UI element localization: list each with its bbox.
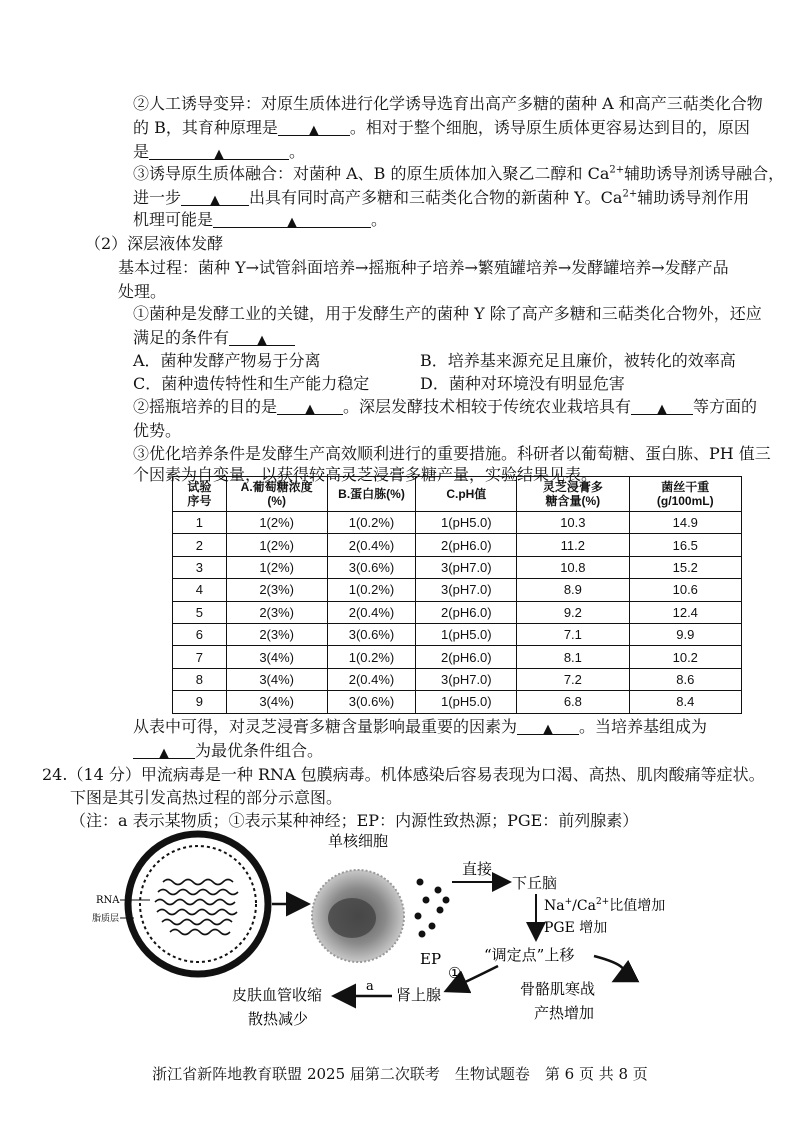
table-cell: 11.2 [517, 534, 629, 556]
q24-note: （注：a 表示某物质；①表示某种神经；EP：内源性致热源；PGE：前列腺素） [70, 811, 639, 830]
ratio-mid: /Ca [572, 898, 596, 914]
option-d[interactable]: D．菌种对环境没有明显危害 [420, 374, 625, 393]
table-row [173, 668, 742, 690]
option-c[interactable]: C．菌种遗传特性和生产能力稳定 [133, 374, 370, 393]
table-cell: 2(pH6.0) [416, 601, 517, 623]
table-cell: 3(4%) [226, 646, 327, 668]
table-cell: 1(2%) [226, 534, 327, 556]
blank-mark: ▲ [159, 746, 169, 761]
table-row [173, 556, 742, 578]
blank-mark: ▲ [308, 123, 319, 138]
table-cell: 14.9 [629, 512, 741, 534]
table-cell: 3(0.6%) [327, 691, 416, 713]
q2-text-line2-post: 。相对于整个细胞，诱导原生质体更容易达到目的，原因 [349, 118, 750, 137]
table-header-cell: 试验 序号 [173, 477, 227, 512]
q3-text-line1-pre: ③诱导原生质体融合：对菌种 A、B 的原生质体加入聚乙二醇和 Ca [133, 164, 610, 183]
blank-mark: ▲ [543, 722, 554, 737]
table-cell: 8.6 [629, 668, 741, 690]
table-cell: 7.1 [517, 623, 629, 645]
table-cell: 5 [173, 601, 227, 623]
table-cell: 2 [173, 534, 227, 556]
arrow-setpoint-to-muscle [594, 956, 624, 980]
table-row [173, 601, 742, 623]
table-row [173, 579, 742, 601]
q2-text-line1: ②人工诱导变异：对原生质体进行化学诱导选育出高产多糖的菌种 A 和高产三萜类化合物 [133, 94, 763, 113]
table-cell: 2(pH6.0) [416, 646, 517, 668]
conclusion-line1-pre: 从表中可得，对灵芝浸膏多糖含量影响最重要的因素为 [133, 717, 518, 736]
table-cell: 1(pH5.0) [416, 623, 517, 645]
table-cell: 3(4%) [226, 668, 327, 690]
table-row [173, 512, 742, 534]
q3-text-line3 [133, 209, 387, 231]
q2-text-line2 [133, 117, 750, 139]
label-nerve: ① [448, 964, 462, 982]
answer-blank[interactable] [133, 740, 195, 759]
table-cell: 1(0.2%) [327, 646, 416, 668]
table-cell: 3(4%) [226, 691, 327, 713]
conclusion-line1 [133, 716, 707, 738]
p2-q1-line2 [133, 327, 295, 349]
option-b[interactable]: B．培养基来源充足且廉价，被转化的效率高 [420, 351, 736, 370]
q3-text-line2-post: 辅助诱导剂作用 [637, 188, 750, 207]
table-header-cell: C.pH值 [416, 477, 517, 512]
q3-text-line2-mid: 出具有同时高产多糖和三萜类化合物的新菌种 Y。Ca [249, 188, 623, 207]
conclusion-line2 [133, 740, 323, 762]
table-cell: 2(3%) [226, 601, 327, 623]
table-cell: 1(0.2%) [327, 579, 416, 601]
answer-blank[interactable] [181, 187, 249, 206]
blank-mark: ▲ [657, 402, 668, 417]
virus-icon [128, 834, 268, 974]
table-cell: 1(2%) [226, 512, 327, 534]
label-pge: PGE 增加 [544, 920, 608, 936]
table-cell: 2(3%) [226, 623, 327, 645]
table-row [173, 646, 742, 668]
label-setpoint: “调定点”上移 [484, 946, 575, 964]
table-cell: 2(3%) [226, 579, 327, 601]
table-cell: 1(2%) [226, 556, 327, 578]
table-cell: 12.4 [629, 601, 741, 623]
p2-q3-line2: 个因素为自变量，以获得较高灵芝浸膏多糖产量，实验结果见表。 [133, 465, 598, 484]
label-hypothalamus: 下丘脑 [512, 874, 558, 892]
table-cell: 6 [173, 623, 227, 645]
table-body [173, 512, 742, 714]
table-cell: 10.8 [517, 556, 629, 578]
p2-q2-line1-pre: ②摇瓶培养的目的是 [133, 397, 278, 416]
answer-blank[interactable] [277, 396, 343, 415]
blank-mark: ▲ [210, 193, 221, 208]
p2-q1-line2-pre: 满足的条件有 [133, 328, 230, 347]
table-cell: 8.9 [517, 579, 629, 601]
option-a[interactable]: A．菌种发酵产物易于分离 [133, 351, 321, 370]
label-skin-2: 散热减少 [248, 1010, 309, 1028]
blank-mark: ▲ [305, 402, 316, 417]
label-monocyte: 单核细胞 [328, 832, 389, 850]
p2-q2-line2: 优势。 [133, 421, 182, 440]
table-cell: 3(0.6%) [327, 556, 416, 578]
table-cell: 3(pH7.0) [416, 668, 517, 690]
p2-q2-line1 [133, 396, 757, 418]
answer-blank[interactable] [517, 716, 579, 735]
q3-text-line2-pre: 进一步 [133, 188, 182, 207]
q24-line2: 下图是其引发高热过程的部分示意图。 [70, 788, 343, 807]
blank-mark: ▲ [287, 215, 298, 230]
table-cell: 8.4 [629, 691, 741, 713]
table-row [173, 623, 742, 645]
fever-diagram [0, 830, 800, 1060]
label-envelope: 脂质层 [92, 914, 120, 924]
answer-blank[interactable] [229, 327, 295, 346]
ca-superscript: 2+ [622, 188, 638, 200]
q2-text-line2-pre: 的 B，其育种原理是 [133, 118, 278, 137]
q24-line1: 24.（14 分）甲流病毒是一种 RNA 包膜病毒。机体感染后容易表现为口渴、高热、肌肉酸痛等症状。 [42, 765, 765, 784]
ratio-pre: Na [544, 898, 565, 914]
table-cell: 9 [173, 691, 227, 713]
conclusion-line1-post: 。当培养基组成为 [579, 717, 708, 736]
ratio-sup2: 2+ [595, 897, 610, 907]
table-cell: 2(pH6.0) [416, 534, 517, 556]
label-direct: 直接 [462, 860, 493, 878]
label-ep: EP [420, 950, 442, 968]
table-cell: 7 [173, 646, 227, 668]
table-cell: 2(0.4%) [327, 534, 416, 556]
label-ratio [544, 897, 665, 914]
table-header-cell: 灵芝浸膏多 糖含量(%) [517, 477, 629, 512]
table-cell: 2(0.4%) [327, 601, 416, 623]
label-adrenal: 肾上腺 [396, 986, 442, 1004]
table-cell: 1(pH5.0) [416, 512, 517, 534]
table-cell: 9.9 [629, 623, 741, 645]
section-heading: （2）深层液体发酵 [85, 234, 224, 253]
p2-q3-line1: ③优化培养条件是发酵生产高效顺利进行的重要措施。科研者以葡萄糖、蛋白胨、PH 值三 [133, 444, 771, 463]
table-cell: 10.6 [629, 579, 741, 601]
ca-superscript: 2+ [609, 164, 625, 176]
conclusion-line2-post: 为最优条件组合。 [195, 741, 324, 760]
table-header-cell: B.蛋白胨(%) [327, 477, 416, 512]
ratio-post: 比值增加 [609, 898, 666, 914]
label-muscle-2: 产热增加 [534, 1004, 595, 1022]
table-cell: 10.2 [629, 646, 741, 668]
label-a: a [366, 979, 374, 994]
monocyte-icon [312, 870, 404, 962]
table-cell: 3(0.6%) [327, 623, 416, 645]
q3-text-line2 [133, 187, 749, 209]
table-cell: 3(pH7.0) [416, 579, 517, 601]
table-cell: 8 [173, 668, 227, 690]
table-cell: 1(pH5.0) [416, 691, 517, 713]
p2-q2-line1-post: 等方面的 [693, 397, 758, 416]
table-header-cell: A.葡萄糖浓度 (%) [226, 477, 327, 512]
page-footer: 浙江省新阵地教育联盟 2025 届第二次联考 生物试题卷 第 6 页 共 8 页 [152, 1065, 648, 1083]
q2-text-line3 [133, 141, 305, 163]
table-cell: 3(pH7.0) [416, 556, 517, 578]
table-row [173, 534, 742, 556]
table-header-cell: 菌丝干重 (g/100mL) [629, 477, 741, 512]
label-muscle-1: 骨骼肌寒战 [520, 980, 596, 998]
q3-text-line1-post: 辅助诱导剂诱导融合， [624, 164, 785, 183]
process-line2: 处理。 [118, 282, 167, 301]
table-cell: 1(0.2%) [327, 512, 416, 534]
table-cell: 1 [173, 512, 227, 534]
table-cell: 8.1 [517, 646, 629, 668]
q2-text-line3-pre: 是 [133, 142, 150, 161]
label-skin-1: 皮肤血管收缩 [232, 986, 323, 1004]
table-cell: 4 [173, 579, 227, 601]
answer-blank[interactable] [213, 209, 371, 228]
table-header-row [173, 477, 742, 512]
q3-text-line3-pre: 机理可能是 [133, 210, 214, 229]
table-cell: 15.2 [629, 556, 741, 578]
table-cell: 9.2 [517, 601, 629, 623]
table-row [173, 691, 742, 713]
table-cell: 16.5 [629, 534, 741, 556]
p2-q1-line1: ①菌种是发酵工业的关键，用于发酵生产的菌种 Y 除了高产多糖和三萜类化合物外，还应 [133, 304, 762, 323]
table-cell: 3 [173, 556, 227, 578]
table-cell: 2(0.4%) [327, 668, 416, 690]
answer-blank[interactable] [278, 117, 350, 136]
process-line1: 基本过程：菌种 Y→试管斜面培养→摇瓶种子培养→繁殖罐培养→发酵罐培养→发酵产品 [118, 258, 729, 277]
ratio-sup1: + [564, 897, 573, 907]
ep-particles [415, 879, 450, 938]
period: 。 [371, 210, 388, 229]
answer-blank[interactable] [631, 396, 693, 415]
p2-q2-line1-mid: 。深层发酵技术相较于传统农业栽培具有 [343, 397, 632, 416]
answer-blank[interactable] [149, 141, 289, 160]
period: 。 [289, 142, 306, 161]
table-cell: 7.2 [517, 668, 629, 690]
table-cell: 10.3 [517, 512, 629, 534]
experiment-table [172, 476, 742, 714]
blank-mark: ▲ [257, 333, 268, 348]
table-cell: 6.8 [517, 691, 629, 713]
blank-mark: ▲ [214, 147, 225, 162]
label-rna: RNA [96, 895, 120, 906]
q3-text-line1 [133, 163, 784, 185]
